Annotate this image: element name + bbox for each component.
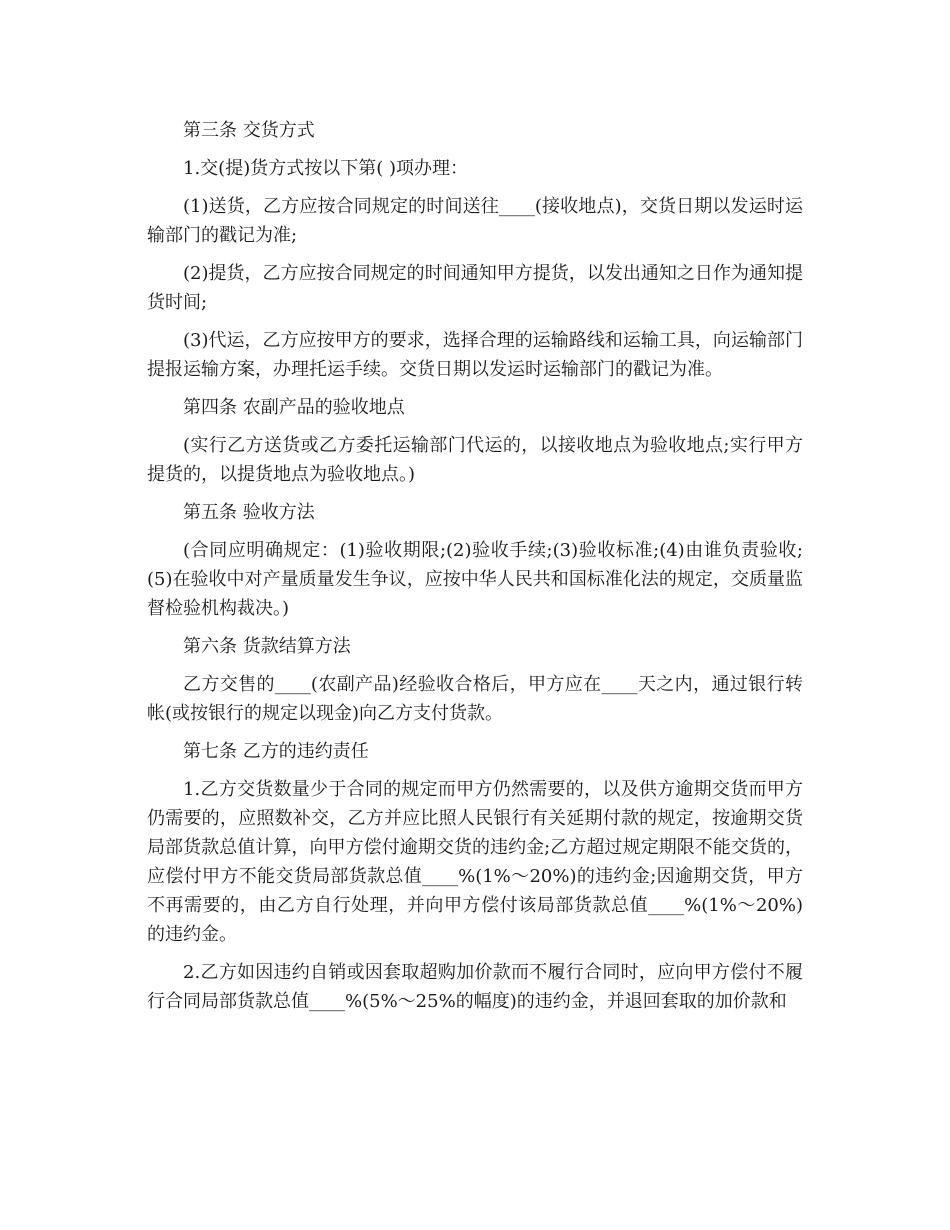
- paragraph: (合同应明确规定：(1)验收期限;(2)验收手续;(3)验收标准;(4)由谁负责验收;(5)在验收中对产量质量发生争议，应按中华人民共和国标准化法的规定，交质量监督检验机构裁决。): [147, 540, 803, 619]
- paragraph: 2.乙方如因违约自销或因套取超购加价款而不履行合同时，应向甲方偿付不履行合同局部货款总值____%(5%～25%的幅度)的违约金，并退回套取的加价款和: [147, 962, 803, 1012]
- article-7-heading: 第七条 乙方的违约责任: [183, 741, 369, 762]
- article-6-heading: 第六条 货款结算方法: [183, 636, 351, 657]
- article-4-heading: 第四条 农副产品的验收地点: [183, 397, 405, 418]
- paragraph: (3)代运，乙方应按甲方的要求，选择合理的运输路线和运输工具，向运输部门提报运输方案，办理托运手续。交货日期以发运时运输部门的戳记为准。: [147, 330, 803, 380]
- article-5-heading: 第五条 验收方法: [183, 502, 315, 523]
- paragraph: (实行乙方送货或乙方委托运输部门代运的，以接收地点为验收地点;实行甲方提货的，以提货地点为验收地点。): [147, 435, 803, 485]
- paragraph: (1)送货，乙方应按合同规定的时间送往____(接收地点)，交货日期以发运时运输部门的戳记为准;: [147, 196, 803, 246]
- paragraph: 1.交(提)货方式按以下第( )项办理：: [183, 158, 468, 179]
- article-3-heading: 第三条 交货方式: [183, 120, 315, 141]
- paragraph: 乙方交售的____(农副产品)经验收合格后，甲方应在____天之内，通过银行转帐(或按银行的规定以现金)向乙方支付货款。: [147, 674, 803, 724]
- paragraph: (2)提货，乙方应按合同规定的时间通知甲方提货，以发出通知之日作为通知提货时间;: [147, 263, 803, 313]
- document-body: [147, 116, 803, 1025]
- paragraph: 1.乙方交货数量少于合同的规定而甲方仍然需要的，以及供方逾期交货而甲方仍需要的，应照数补交，乙方并应比照人民银行有关延期付款的规定，按逾期交货局部货款总值计算，向甲方偿付逾期交货的违约金;乙方超过规定期限不能交货的，应偿付甲方不能交货局部货款总值____%(1%～20%)的违约金;因逾期交货，甲方不再需要的，由乙方自行处理，并向甲方偿付该局部货款总值____%(1%～20%)的违约金。: [147, 779, 803, 945]
